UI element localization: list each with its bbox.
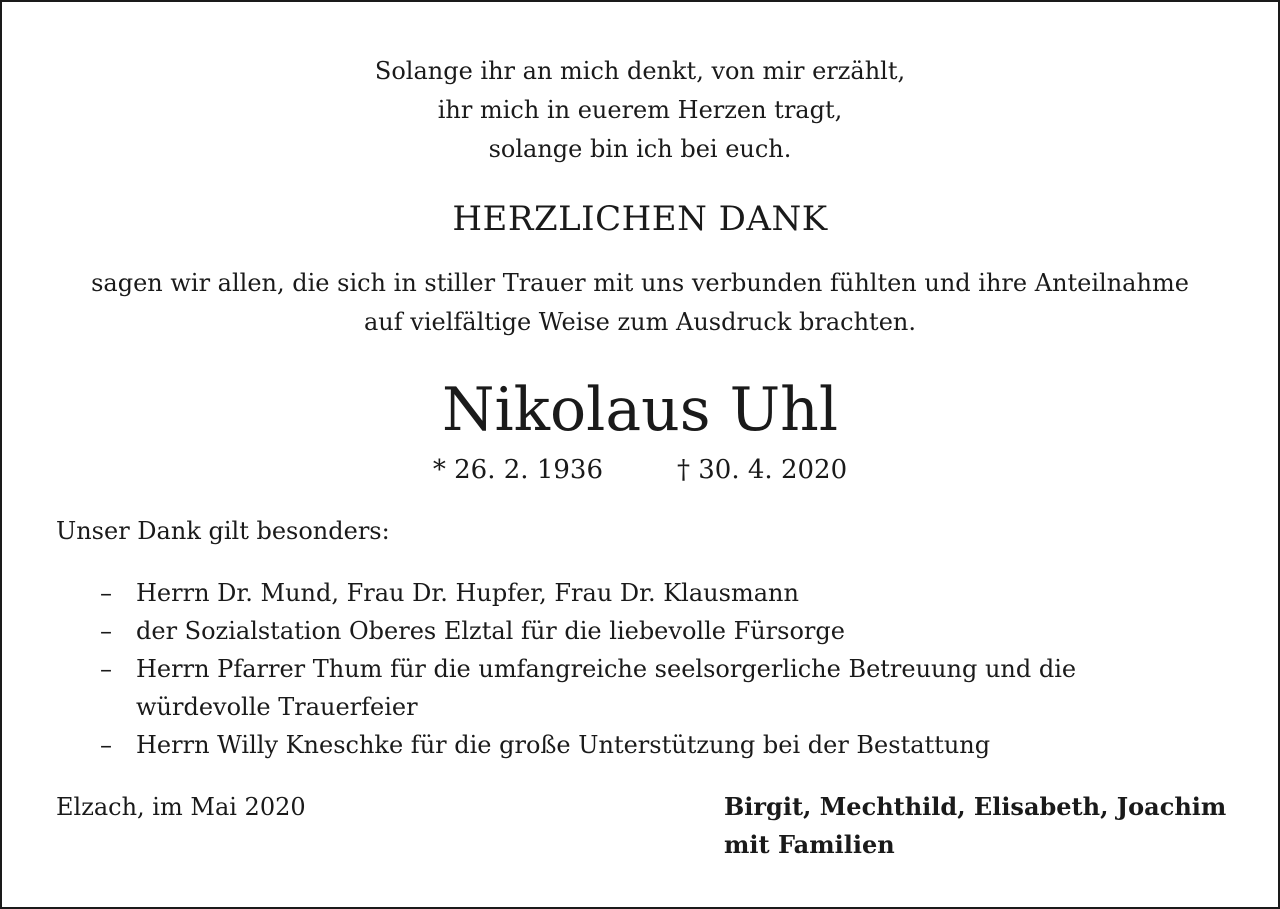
list-item-text: der Sozialstation Oberes Elztal für die liebevolle Fürsorge xyxy=(136,617,845,645)
poem-line: Solange ihr an mich denkt, von mir erzählt, xyxy=(374,57,906,85)
list-item xyxy=(100,574,1136,612)
list-item xyxy=(100,726,1136,764)
thanks-line: auf vielfältige Weise zum Ausdruck brachten. xyxy=(364,308,916,336)
dash-bullet: – xyxy=(100,655,112,683)
signature-line: mit Familien xyxy=(724,830,895,859)
thanks-text xyxy=(2,264,1278,342)
list-item-text: Herrn Willy Kneschke für die große Unterstützung bei der Bestattung xyxy=(136,731,991,759)
list-item xyxy=(100,650,1136,726)
thanks-heading: HERZLICHEN DANK xyxy=(452,199,828,239)
place-and-date: Elzach, im Mai 2020 xyxy=(56,793,306,821)
special-thanks-intro: Unser Dank gilt besonders: xyxy=(56,517,390,545)
birth-date: * 26. 2. 1936 xyxy=(432,455,603,485)
signature-block xyxy=(724,788,1226,864)
death-date: † 30. 4. 2020 xyxy=(677,455,848,485)
dash-bullet: – xyxy=(100,731,112,759)
poem-line: solange bin ich bei euch. xyxy=(488,135,792,163)
dash-bullet: – xyxy=(100,579,112,607)
dash-bullet: – xyxy=(100,617,112,645)
list-item-text-continued: würdevolle Trauerfeier xyxy=(136,693,418,721)
poem-line: ihr mich in euerem Herzen tragt, xyxy=(437,96,843,124)
signature-line: Birgit, Mechthild, Elisabeth, Joachim xyxy=(724,792,1227,821)
list-item-text: Herrn Dr. Mund, Frau Dr. Hupfer, Frau Dr. Klausmann xyxy=(136,579,799,607)
special-thanks-list xyxy=(100,574,1136,764)
deceased-name: Nikolaus Uhl xyxy=(441,375,839,445)
memorial-poem xyxy=(2,52,1278,169)
life-dates xyxy=(2,452,1278,488)
list-item-text: Herrn Pfarrer Thum für die umfangreiche seelsorgerliche Betreuung und die xyxy=(136,655,1077,683)
list-item xyxy=(100,612,1136,650)
thanks-line: sagen wir allen, die sich in stiller Trauer mit uns verbunden fühlten und ihre Anteilnahme xyxy=(91,269,1189,297)
